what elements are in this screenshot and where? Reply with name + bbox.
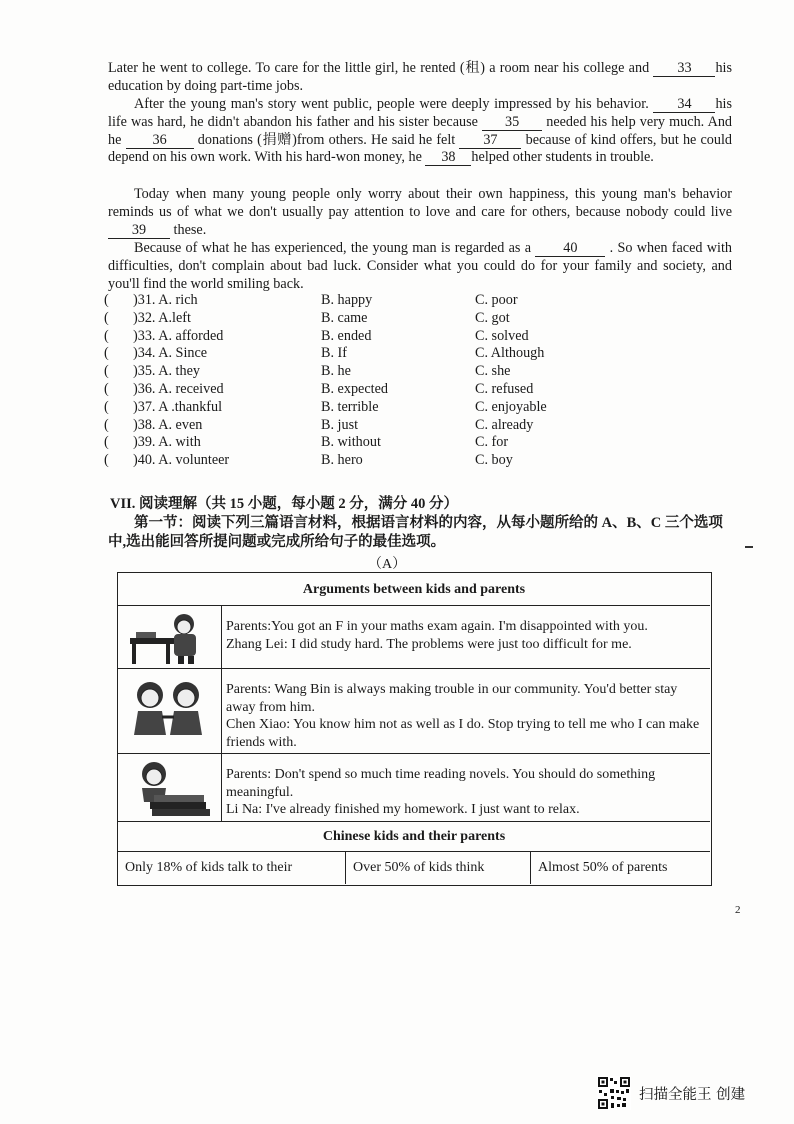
option-c: C. for [475, 434, 509, 451]
dialogue [226, 669, 706, 751]
passage-text: After the young man's story went public, people were deeply impressed by his behavior. [134, 96, 649, 112]
part-label: （A） [368, 557, 407, 572]
blank-33: 33 [653, 61, 715, 77]
option-c: C. enjoyable [475, 398, 547, 415]
option-c: C. poor [475, 292, 518, 308]
option-a: )35. A. they [133, 363, 200, 380]
answer-bracket[interactable]: ( [104, 398, 109, 415]
option-row [104, 399, 564, 417]
passage-text: needed his help very much. And he [108, 113, 733, 148]
option-c: C. Although [475, 345, 545, 362]
edge-mark [745, 546, 753, 548]
option-row [104, 292, 564, 310]
option-row [104, 381, 564, 399]
blank-38: 38 [425, 150, 471, 166]
dialogue [226, 606, 706, 653]
blank-35: 35 [482, 115, 542, 131]
option-b: B. If [321, 345, 348, 362]
qr-code-icon [597, 1076, 631, 1110]
kid-line: Li Na: I've already finished my homework. I just want to relax. [226, 802, 580, 817]
option-b: B. just [321, 416, 359, 433]
blank-40: 40 [535, 241, 605, 257]
option-a: )34. A. Since [133, 345, 208, 362]
option-b: B. terrible [321, 398, 379, 415]
answer-bracket[interactable]: ( [104, 416, 109, 433]
option-b: B. expected [321, 380, 388, 397]
option-c: C. refused [475, 380, 534, 397]
table-heading-2: Chinese kids and their parents [118, 822, 710, 852]
option-c: C. got [475, 309, 510, 326]
option-row [104, 452, 564, 470]
options-list [104, 292, 564, 470]
option-a: )38. A. even [133, 416, 203, 433]
kid-line: Chen Xiao: You know him not as well as I do. Stop trying to tell me who I can make friends with. [226, 717, 700, 750]
parent-line: Parents: Don't spend so much time reading novels. You should do something meaningful. [226, 767, 656, 800]
row-illustration [118, 754, 222, 821]
option-a: )39. A. with [133, 434, 201, 451]
passage-paragraph-1 [108, 60, 732, 96]
blank-39: 39 [108, 223, 170, 239]
passage-text: Because of what he has experienced, the young man is regarded as a [134, 240, 532, 256]
table-row [118, 669, 710, 754]
blank-37: 37 [459, 133, 521, 149]
option-b: B. happy [321, 292, 373, 308]
option-b: B. ended [321, 327, 372, 344]
table-heading: Arguments between kids and parents [118, 573, 710, 606]
option-c: C. boy [475, 452, 513, 469]
option-a: )40. A. volunteer [133, 452, 230, 469]
answer-bracket[interactable]: ( [104, 434, 109, 451]
stats-row [118, 852, 710, 884]
passage-text: helped other students in trouble. [471, 149, 654, 166]
page-number: 2 [735, 904, 741, 916]
option-row [104, 417, 564, 435]
option-row [104, 363, 564, 381]
answer-bracket[interactable]: ( [104, 363, 109, 380]
blank-36: 36 [126, 133, 194, 149]
parent-line: Parents:You got an F in your maths exam again. I'm disappointed with you. [226, 619, 648, 634]
option-a: )31. A. rich [133, 292, 198, 308]
parent-line: Parents: Wang Bin is always making trouble in our community. You'd better stay away from him. [226, 682, 678, 715]
option-a: )37. A .thankful [133, 398, 223, 415]
passage-text: . So when faced with difficulties, don't complain about bad luck. Consider what you could do for your family and society, and you'll find the world smiling back. [108, 240, 733, 292]
blank-34: 34 [653, 97, 715, 113]
answer-bracket[interactable]: ( [104, 309, 109, 326]
option-row [104, 434, 564, 452]
answer-bracket[interactable]: ( [104, 345, 109, 362]
option-b: B. came [321, 309, 368, 326]
stat-cell: Only 18% of kids talk to their [118, 852, 346, 884]
answer-bracket[interactable]: ( [104, 452, 109, 469]
option-c: C. she [475, 363, 511, 380]
option-c: C. solved [475, 327, 529, 344]
passage-text: because of kind offers, but he could depend on his own work. With his hard-won money, he [108, 131, 733, 166]
section-instruction [108, 514, 736, 552]
option-b: B. hero [321, 452, 363, 469]
scanner-label: 扫描全能王 创建 [639, 1087, 746, 1103]
option-row [104, 328, 564, 346]
stat-cell: Almost 50% of parents [538, 860, 668, 875]
passage-text: his life was hard, he didn't abandon his father and his sister because [108, 96, 732, 130]
books-reader-icon [126, 758, 214, 818]
passage-text: donations (捐赠)from others. He said he felt [197, 131, 456, 148]
option-a: )32. A.left [133, 309, 191, 326]
passage-paragraph-4 [108, 240, 732, 293]
arguments-table [117, 572, 712, 886]
instruction-text: 第一节：阅读下列三篇语言材料，根据语言材料的内容，从每小题所给的 A、B、C 三个选项中,选出能回答所提问题或完成所给句子的最佳选项。 [108, 515, 723, 550]
scanner-watermark [597, 1076, 775, 1110]
table-row [118, 754, 710, 822]
option-c: C. already [475, 416, 534, 433]
answer-bracket[interactable]: ( [104, 327, 109, 344]
answer-bracket[interactable]: ( [104, 380, 109, 397]
dialogue [226, 754, 706, 819]
student-desk-icon [126, 610, 214, 666]
stat-cell: Over 50% of kids think [346, 852, 531, 884]
passage-text: these. [173, 221, 207, 238]
passage-text: Later he went to college. To care for the little girl, he rented (租) a room near his college and [108, 60, 650, 76]
kid-line: Zhang Lei: I did study hard. The problems were just too difficult for me. [226, 636, 632, 652]
option-a: )33. A. afforded [133, 327, 224, 344]
answer-bracket[interactable]: ( [104, 292, 109, 308]
option-b: B. without [321, 434, 381, 451]
row-illustration [118, 606, 222, 668]
option-row [104, 345, 564, 363]
option-row [104, 310, 564, 328]
passage-text: Today when many young people only worry about their own happiness, this young man's behavior reminds us of what we don't usually pay attention to love and care for others, because nobody could live [108, 186, 732, 220]
passage-text: his education by doing part-time jobs. [108, 60, 732, 94]
passage-paragraph-2 [108, 96, 732, 167]
two-kids-icon [126, 673, 214, 749]
option-a: )36. A. received [133, 380, 224, 397]
table-row [118, 606, 710, 669]
row-illustration [118, 669, 222, 753]
passage-paragraph-3 [108, 186, 732, 239]
option-b: B. he [321, 363, 351, 380]
section-title: VII. 阅读理解（共 15 小题，每小题 2 分，满分 40 分） [110, 496, 459, 512]
